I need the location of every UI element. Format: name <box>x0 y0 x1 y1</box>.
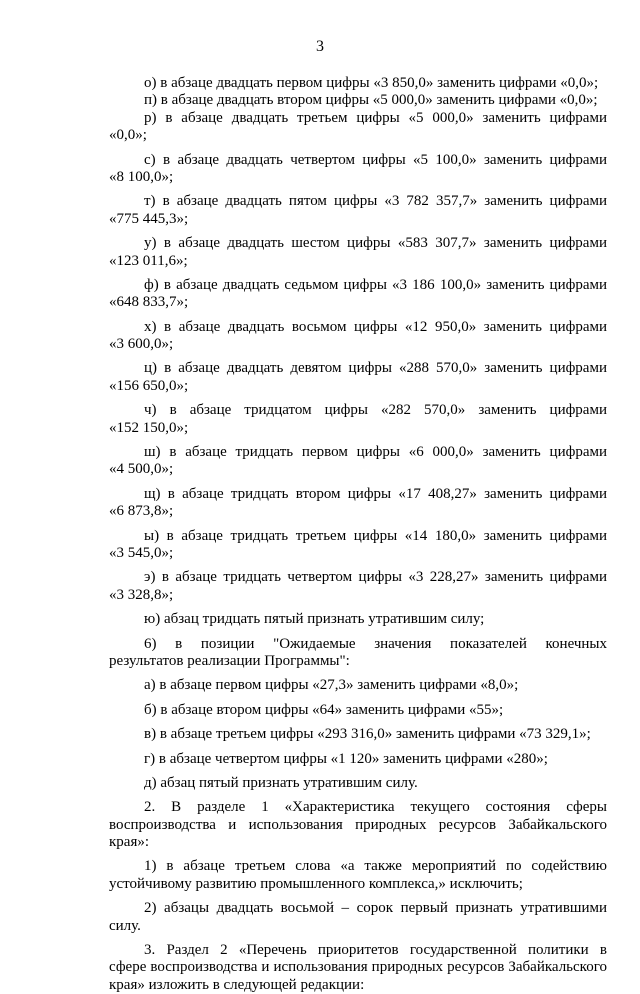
text-line: «8 100,0»; <box>109 168 174 185</box>
text-line: «152 150,0»; <box>109 419 189 436</box>
text-line: ф) в абзаце двадцать седьмом цифры «3 186 100,0» заменить цифрами <box>144 276 607 293</box>
text-line: с) в абзаце двадцать четвертом цифры «5 100,0» заменить цифрами <box>144 151 607 168</box>
text-line: у) в абзаце двадцать шестом цифры «583 307,7» заменить цифрами <box>144 235 607 252</box>
text-line: «3 328,8»; <box>109 586 174 603</box>
document-body <box>109 75 607 994</box>
text-line: щ) в абзаце тридцать втором цифры «17 408,27» заменить цифрами <box>144 485 607 502</box>
text-line: п) в абзаце двадцать втором цифры «5 000,0» заменить цифрами «0,0»; <box>144 92 598 109</box>
text-line: «3 600,0»; <box>109 336 174 353</box>
text-line: «6 873,8»; <box>109 503 174 520</box>
text-line: 1) в абзаце третьем слова «а также мероприятий по содействию <box>144 858 607 875</box>
text-line: ы) в абзаце тридцать третьем цифры «14 180,0» заменить цифрами <box>144 527 607 544</box>
text-line: э) в абзаце тридцать четвертом цифры «3 228,27» заменить цифрами <box>144 569 607 586</box>
text-line: сфере воспроизводства и использования природных ресурсов Забайкальского <box>109 959 607 976</box>
text-line: х) в абзаце двадцать восьмом цифры «12 950,0» заменить цифрами <box>144 318 607 335</box>
text-line: «123 011,6»; <box>109 252 188 269</box>
text-line: в) в абзаце третьем цифры «293 316,0» заменить цифрами «73 329,1»; <box>144 726 591 743</box>
text-line: края» изложить в следующей редакции: <box>109 976 365 993</box>
text-line: ш) в абзаце тридцать первом цифры «6 000,0» заменить цифрами <box>144 444 607 461</box>
text-line: ц) в абзаце двадцать девятом цифры «288 570,0» заменить цифрами <box>144 360 607 377</box>
text-line: воспроизводства и использования природных ресурсов Забайкальского <box>109 816 607 833</box>
text-line: 2. В разделе 1 «Характеристика текущего состояния сферы <box>144 799 607 816</box>
text-line: р) в абзаце двадцать третьем цифры «5 000,0» заменить цифрами <box>144 109 607 126</box>
text-line: т) в абзаце двадцать пятом цифры «3 782 357,7» заменить цифрами <box>144 193 607 210</box>
text-line: «3 545,0»; <box>109 544 174 561</box>
text-line: «775 445,3»; <box>109 210 189 227</box>
text-line: «648 833,7»; <box>109 294 189 311</box>
page-number: 3 <box>316 38 324 55</box>
text-line: ю) абзац тридцать пятый признать утратившим силу; <box>144 611 485 628</box>
text-line: «0,0»; <box>109 127 147 144</box>
text-line: «4 500,0»; <box>109 461 174 478</box>
text-line: б) в абзаце втором цифры «64» заменить цифрами «55»; <box>144 701 504 718</box>
text-line: края»: <box>109 834 150 851</box>
text-line: а) в абзаце первом цифры «27,3» заменить цифрами «8,0»; <box>144 677 519 694</box>
text-line: силу. <box>109 917 141 934</box>
text-line: д) абзац пятый признать утратившим силу. <box>144 774 418 791</box>
text-line: 3. Раздел 2 «Перечень приоритетов государственной политики в <box>144 942 607 959</box>
text-line: «156 650,0»; <box>109 377 189 394</box>
text-line: 2) абзацы двадцать восьмой – сорок первый признать утратившими <box>144 900 607 917</box>
text-line: г) в абзаце четвертом цифры «1 120» заменить цифрами «280»; <box>144 750 548 767</box>
text-line: результатов реализации Программы": <box>109 652 350 669</box>
text-line: 6) в позиции "Ожидаемые значения показателей конечных <box>144 635 607 652</box>
text-line: устойчивому развитию промышленного комплекса,» исключить; <box>109 875 523 892</box>
text-line: о) в абзаце двадцать первом цифры «3 850,0» заменить цифрами «0,0»; <box>144 75 599 91</box>
text-line: ч) в абзаце тридцатом цифры «282 570,0» заменить цифрами <box>144 402 607 419</box>
